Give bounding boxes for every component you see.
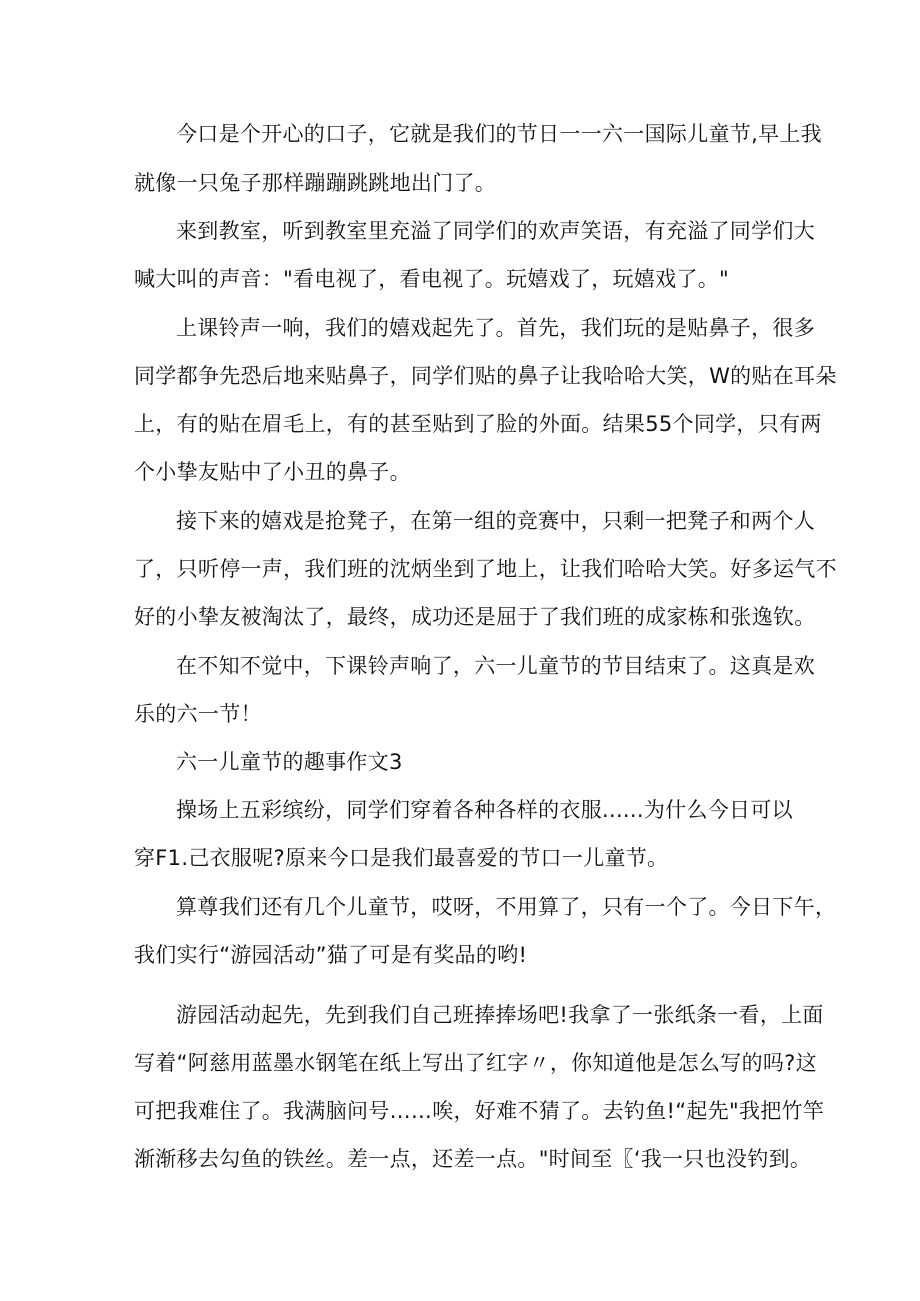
paragraph-line: 喊大叫的声音："看电视了，看电视了。玩嬉戏了，玩嬉戏了。" [134, 267, 730, 291]
paragraph-line: 可把我难住了。我满脑问号……唉，好难不猜了。去钓鱼!“起先"我把竹竿 [134, 1099, 825, 1123]
paragraph-line: 接下来的嬉戏是抢凳子，在第一组的竞赛中，只剩一把凳子和两个人 [176, 509, 815, 533]
paragraph-line: 个小挚友贴中了小丑的鼻子。 [134, 460, 411, 484]
paragraph-line: 来到教室，听到教室里充溢了同学们的欢声笑语，有充溢了同学们大 [176, 219, 815, 243]
paragraph-line: 游园活动起先，先到我们自己班捧捧场吧!我拿了一张纸条一看，上面 [176, 1003, 824, 1027]
paragraph-line: 操场上五彩缤纷，同学们穿着各种各样的衣服......为什么今日可以 [176, 798, 793, 822]
paragraph-line: 写着“阿慈用蓝墨水钢笔在纸上写出了红字〃，你知道他是怎么写的吗?这 [134, 1051, 817, 1075]
paragraph-line: 上，有的贴在眉毛上，有的甚至贴到了脸的外面。结果55个同学，只有两 [134, 412, 822, 436]
paragraph-line: 乐的六一节！ [134, 702, 262, 726]
paragraph-line: 在不知不觉中，下课铃声响了，六一儿童节的节目结束了。这真是欢 [176, 654, 815, 678]
section-heading: 六一儿童节的趣事作文3 [176, 750, 403, 774]
paragraph-line: 上课铃声一响，我们的嬉戏起先了。首先，我们玩的是贴鼻子，很多 [176, 316, 815, 340]
paragraph-line: 算尊我们还有几个儿童节，哎呀，不用算了，只有一个了。今日下午， [176, 895, 837, 919]
paragraph-line: 就像一只兔子那样蹦蹦跳跳地出门了。 [134, 171, 497, 195]
paragraph-line: 穿F1.己衣服呢?原来今口是我们最喜爱的节口一儿童节。 [134, 846, 669, 870]
paragraph-line: 渐渐移去勾鱼的铁丝。差一点，还差一点。"时间至〖‘我一只也没钓到。 [134, 1147, 812, 1171]
paragraph-line: 同学都争先恐后地来贴鼻子，同学们贴的鼻子让我哈哈大笑，W的贴在耳朵 [134, 364, 837, 388]
paragraph-line: 今口是个开心的口子，它就是我们的节日一一六一国际儿童节,早上我 [176, 122, 822, 146]
paragraph-line: 好的小挚友被淘汰了，最终，成功还是屈于了我们班的成家栋和张逸钦。 [134, 605, 816, 629]
paragraph-line: 我们实行“游园活动”猫了可是有奖品的哟! [134, 943, 528, 967]
paragraph-line: 了，只听停一声，我们班的沈炳坐到了地上，让我们哈哈大笑。好多运气不 [134, 557, 837, 581]
